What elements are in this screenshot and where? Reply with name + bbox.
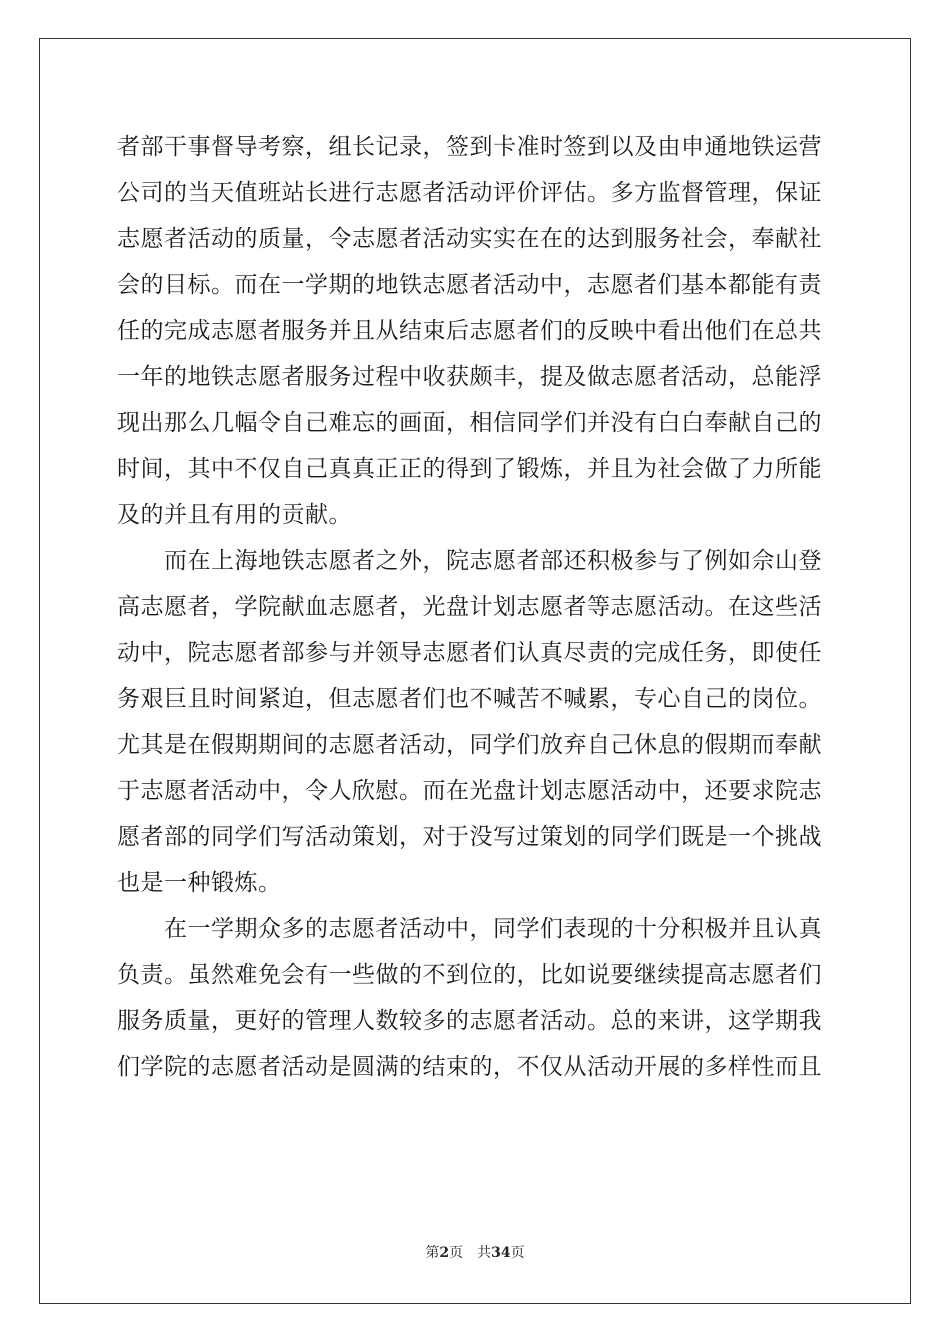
text-line: 于志愿者活动中，令人欣慰。而在光盘计划志愿活动中，还要求院志 [117,778,822,804]
document-body [117,124,833,1090]
text-line: 现出那么几幅令自己难忘的画面，相信同学们并没有白白奉献自己的 [117,410,822,436]
text-line: 在一学期众多的志愿者活动中，同学们表现的十分积极并且认真 [164,916,822,942]
text-line: 愿者部的同学们写活动策划，对于没写过策划的同学们既是一个挑战 [117,824,822,850]
text-line: 动中，院志愿者部参与并领导志愿者们认真尽责的完成任务，即使任 [117,640,822,666]
text-line: 及的并且有用的贡献。 [117,502,352,528]
text-line: 们学院的志愿者活动是圆满的结束的，不仅从活动开展的多样性而且 [117,1054,822,1080]
total-label-suffix: 页 [510,1245,525,1261]
text-line: 公司的当天值班站长进行志愿者活动评价评估。多方监督管理，保证 [117,180,822,206]
text-line: 服务质量，更好的管理人数较多的志愿者活动。总的来讲，这学期我 [117,1008,822,1034]
total-label-prefix: 共 [477,1245,492,1261]
page-number: 2 [439,1245,450,1261]
text-line: 也是一种锻炼。 [117,870,282,896]
text-line: 负责。虽然难免会有一些做的不到位的，比如说要继续提高志愿者们 [117,962,822,988]
page-label-suffix: 页 [449,1245,464,1261]
paragraph-1 [117,124,833,538]
text-line: 而在上海地铁志愿者之外，院志愿者部还积极参与了例如佘山登 [164,548,822,574]
text-line: 高志愿者，学院献血志愿者，光盘计划志愿者等志愿活动。在这些活 [117,594,822,620]
text-line: 尤其是在假期期间的志愿者活动，同学们放弃自己休息的假期而奉献 [117,732,822,758]
page-footer [0,1242,950,1262]
text-line: 务艰巨且时间紧迫，但志愿者们也不喊苦不喊累，专心自己的岗位。 [117,686,822,712]
text-line: 者部干事督导考察，组长记录，签到卡准时签到以及由申通地铁运营 [117,134,822,160]
paragraph-3 [117,906,833,1090]
text-line: 志愿者活动的质量，令志愿者活动实实在在的达到服务社会，奉献社 [117,226,822,252]
text-line: 一年的地铁志愿者服务过程中收获颇丰，提及做志愿者活动，总能浮 [117,364,822,390]
text-line: 任的完成志愿者服务并且从结束后志愿者们的反映中看出他们在总共 [117,318,822,344]
page-label-prefix: 第 [425,1245,440,1261]
text-line: 会的目标。而在一学期的地铁志愿者活动中，志愿者们基本都能有责 [117,272,822,298]
paragraph-2 [117,538,833,906]
total-pages: 34 [491,1245,511,1261]
text-line: 时间，其中不仅自己真真正正的得到了锻炼，并且为社会做了力所能 [117,456,822,482]
